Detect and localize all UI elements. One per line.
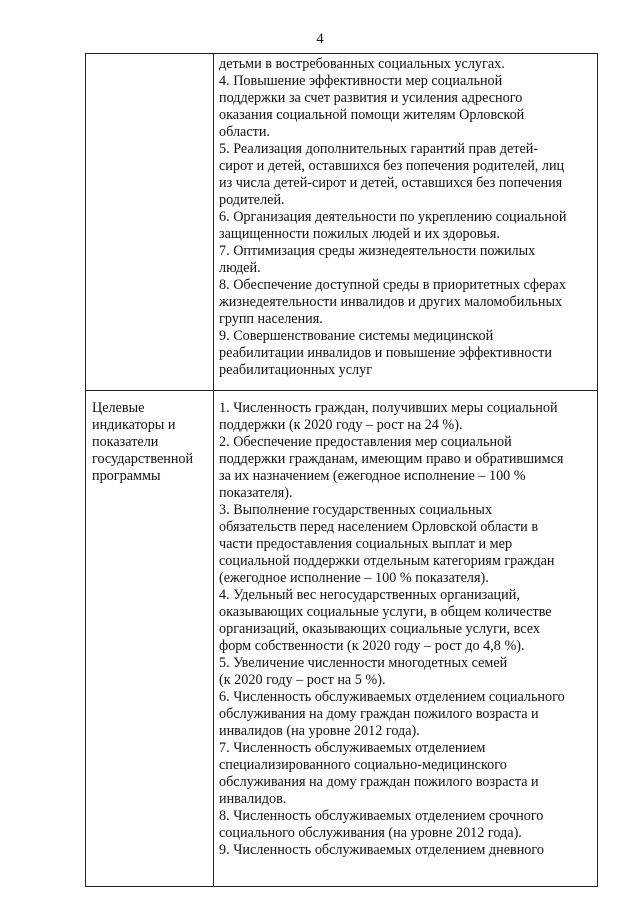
- content-line: реабилитации инвалидов и повышение эффективности: [219, 345, 552, 361]
- content-line: 2. Обеспечение предоставления мер социальной: [219, 434, 512, 450]
- content-line: людей.: [219, 260, 261, 276]
- row-label: [86, 54, 213, 63]
- content-line: обязательств перед населением Орловской области в: [219, 519, 539, 535]
- content-line: специализированного социально-медицинского: [219, 757, 507, 773]
- content-line: групп населения.: [219, 311, 323, 327]
- content-line: родителей.: [219, 192, 285, 208]
- label-line: показатели: [92, 434, 159, 450]
- content-line: 8. Обеспечение доступной среды в приоритетных сферах: [219, 277, 566, 293]
- content-line: реабилитационных услуг: [219, 362, 373, 378]
- content-line: сирот и детей, оставшихся без попечения родителей, лиц: [219, 158, 565, 174]
- content-line: поддержки гражданам, имеющим право и обратившимся: [219, 451, 564, 467]
- content-line: обслуживания на дому граждан пожилого возраста и: [219, 774, 539, 790]
- label-line: Целевые: [92, 400, 145, 416]
- content-line: 9. Численность обслуживаемых отделением дневного: [219, 842, 544, 858]
- page-number: 4: [316, 31, 324, 47]
- content-line: 7. Оптимизация среды жизнедеятельности пожилых: [219, 243, 536, 259]
- passport-table: [85, 53, 598, 887]
- table-row: [86, 391, 598, 887]
- content-line: области.: [219, 124, 270, 140]
- label-line: индикаторы и: [92, 417, 176, 433]
- content-line: 5. Реализация дополнительных гарантий прав детей-: [219, 141, 539, 157]
- content-line: (ежегодное исполнение – 100 % показателя).: [219, 570, 489, 586]
- content-line: 5. Увеличение численности многодетных семей: [219, 655, 508, 671]
- content-line: организаций, оказывающих социальные услуги, всех: [219, 621, 540, 637]
- content-line: оказания социальной помощи жителям Орловской: [219, 107, 525, 123]
- content-line: 6. Численность обслуживаемых отделением социального: [219, 689, 565, 705]
- row-label: [86, 391, 213, 485]
- content-line: части предоставления социальных выплат и мер: [219, 536, 513, 552]
- row-content: [214, 391, 597, 859]
- content-line: детьми в востребованных социальных услугах.: [219, 56, 505, 72]
- label-line: государственной: [92, 451, 194, 467]
- content-line: (к 2020 году – рост на 5 %).: [219, 672, 386, 688]
- content-line: 9. Совершенствование системы медицинской: [219, 328, 494, 344]
- label-cell: [86, 54, 214, 391]
- content-line: инвалидов (на уровне 2012 года).: [219, 723, 420, 739]
- content-line: жизнедеятельности инвалидов и других маломобильных: [219, 294, 563, 310]
- content-line: защищенности пожилых людей и их здоровья.: [219, 226, 500, 242]
- content-line: оказывающих социальные услуги, в общем количестве: [219, 604, 552, 620]
- label-line: программы: [92, 468, 161, 484]
- content-line: 3. Выполнение государственных социальных: [219, 502, 493, 518]
- content-cell: [214, 391, 598, 887]
- content-line: инвалидов.: [219, 791, 287, 807]
- label-cell: [86, 391, 214, 887]
- content-line: 6. Организация деятельности по укреплению социальной: [219, 209, 567, 225]
- content-line: обслуживания на дому граждан пожилого возраста и: [219, 706, 539, 722]
- content-line: из числа детей-сирот и детей, оставшихся без попечения: [219, 175, 563, 191]
- content-line: форм собственности (к 2020 году – рост до 4,8 %).: [219, 638, 525, 654]
- content-line: социальной поддержки отдельным категориям граждан: [219, 553, 555, 569]
- content-line: 1. Численность граждан, получивших меры социальной: [219, 400, 558, 416]
- content-line: 4. Удельный вес негосударственных организаций,: [219, 587, 520, 603]
- content-line: поддержки (к 2020 году – рост на 24 %).: [219, 417, 463, 433]
- content-line: поддержки за счет развития и усиления адресного: [219, 90, 523, 106]
- content-cell: [214, 54, 598, 391]
- content-line: за их назначением (ежегодное исполнение – 100 %: [219, 468, 526, 484]
- content-line: социального обслуживания (на уровне 2012 года).: [219, 825, 522, 841]
- content-line: показателя).: [219, 485, 293, 501]
- content-line: 7. Численность обслуживаемых отделением: [219, 740, 486, 756]
- content-line: 8. Численность обслуживаемых отделением срочного: [219, 808, 544, 824]
- table-row: [86, 54, 598, 391]
- content-line: 4. Повышение эффективности мер социальной: [219, 73, 503, 89]
- row-content: [214, 54, 597, 379]
